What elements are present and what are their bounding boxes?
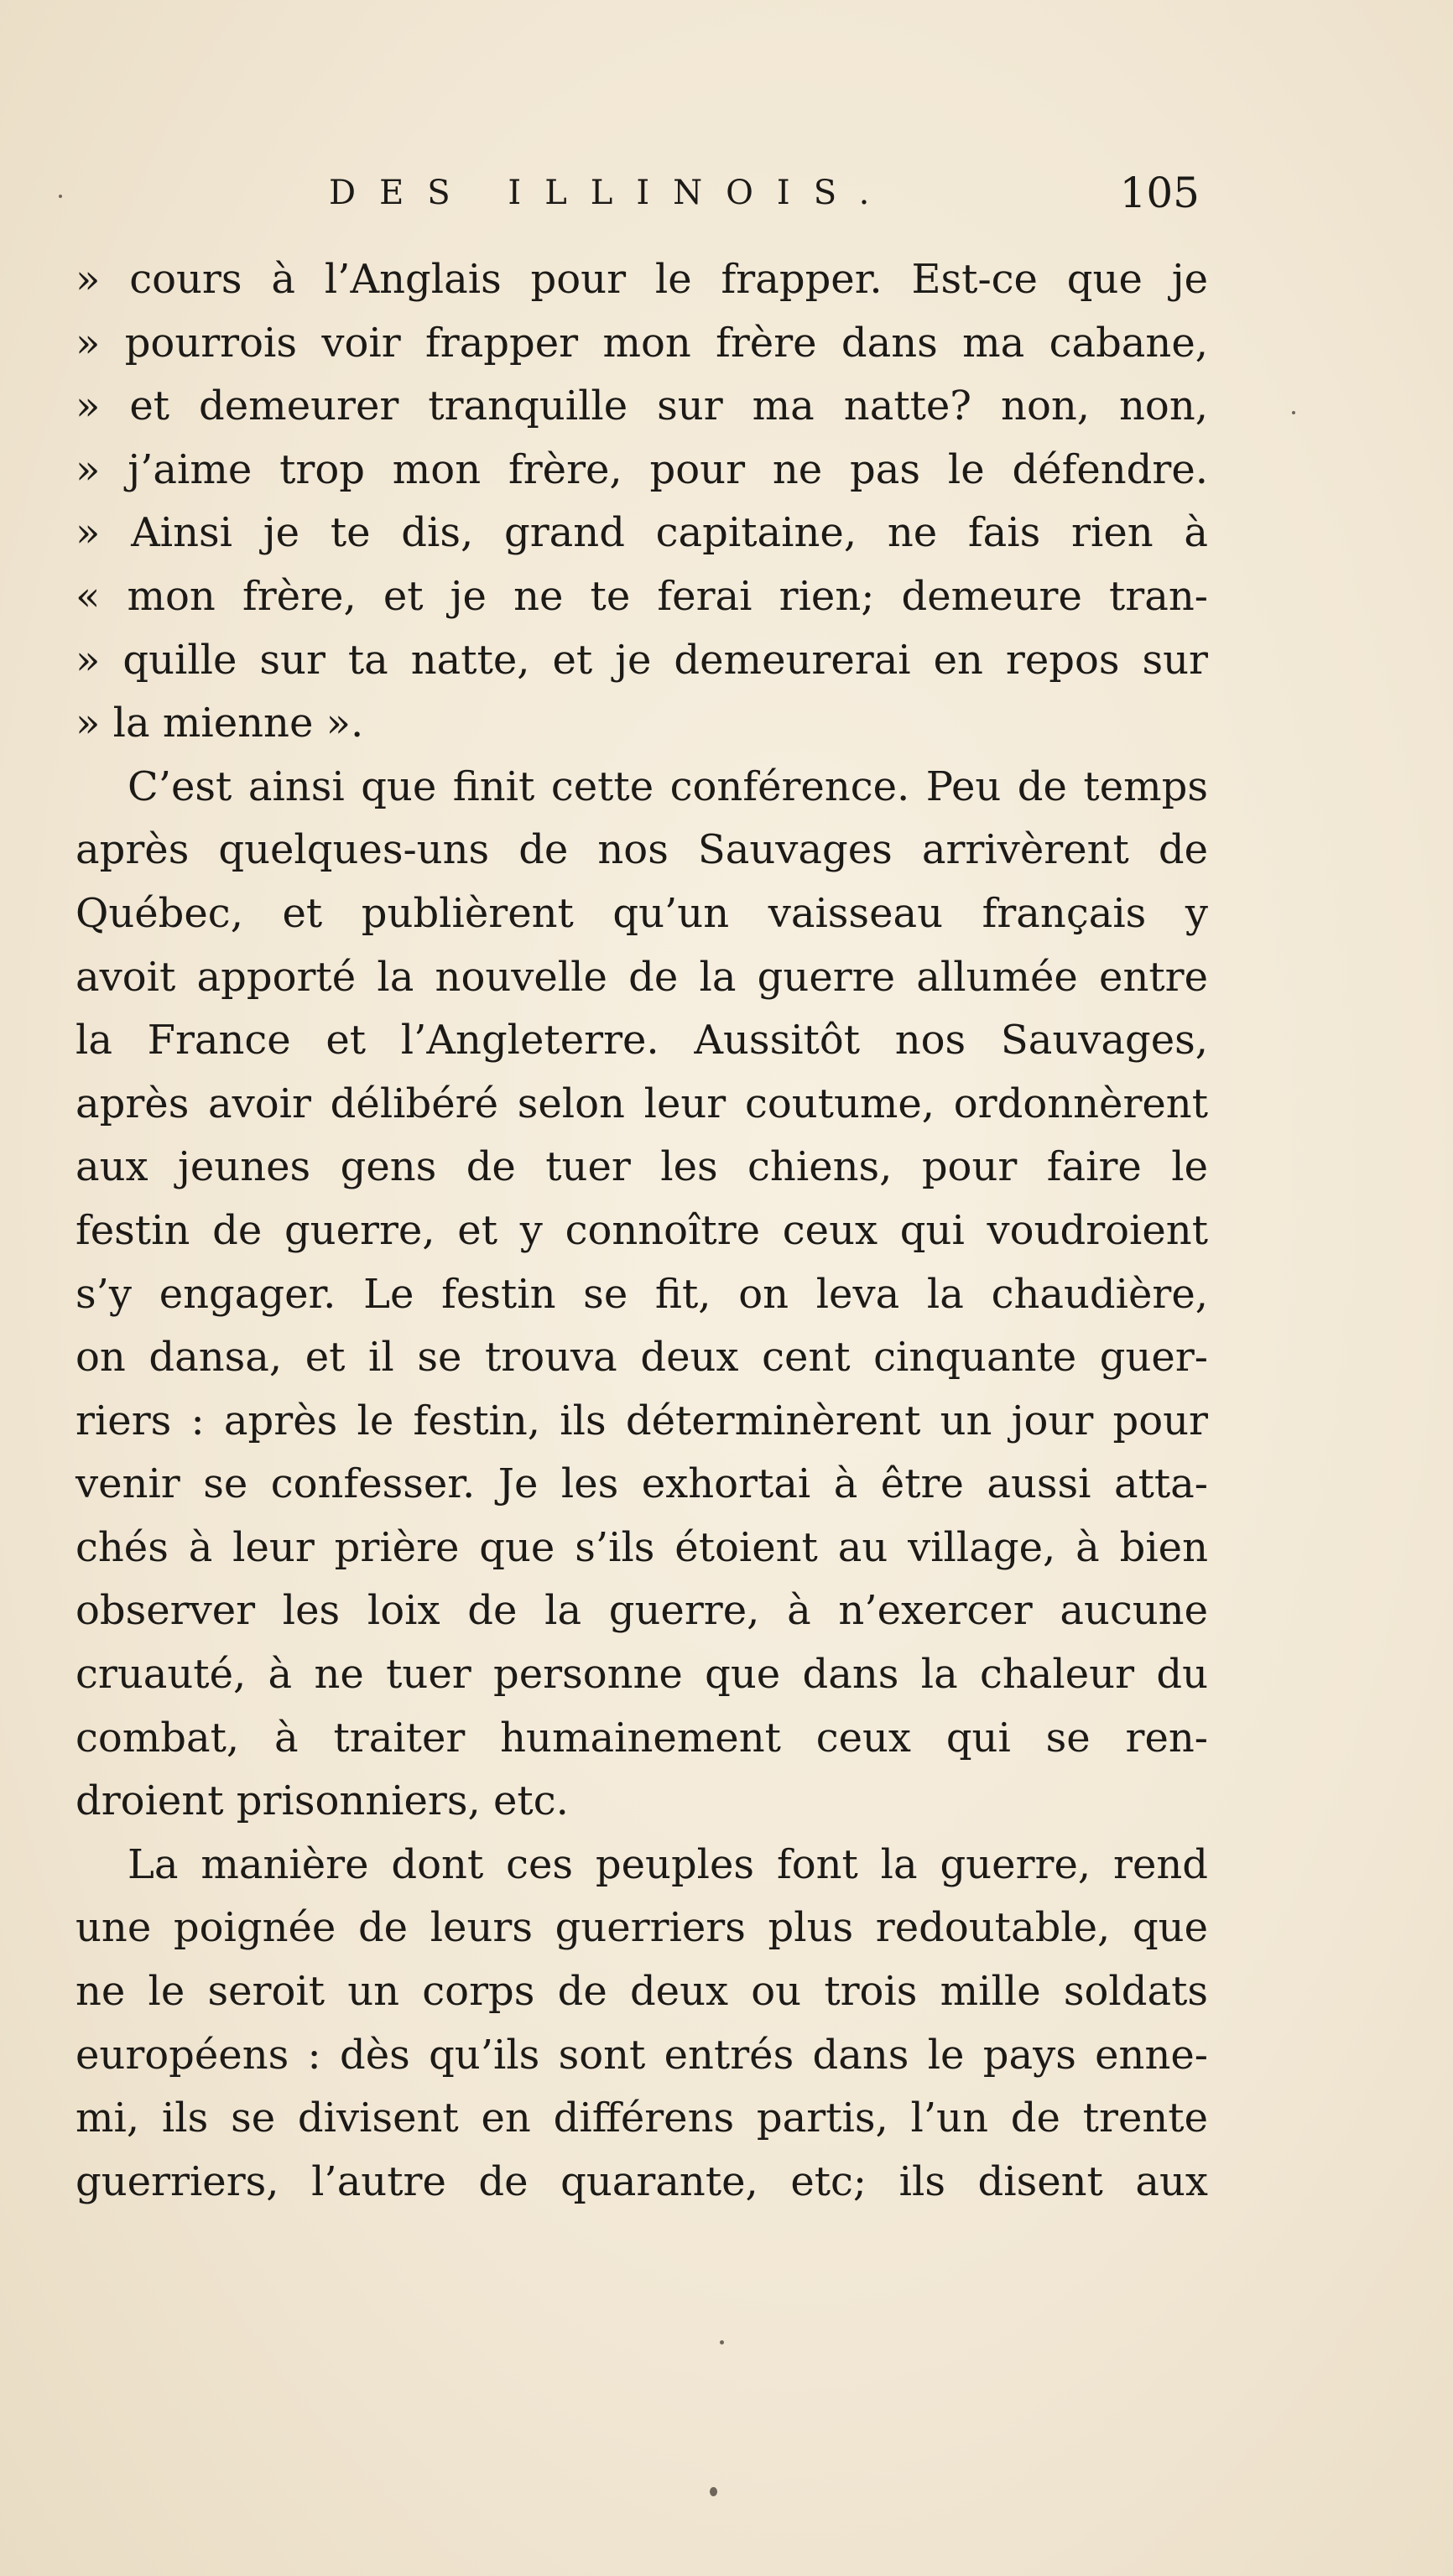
text-line: » Ainsi je te dis, grand capitaine, ne fais rien à — [76, 509, 1208, 557]
page-number: 105 — [1119, 169, 1200, 217]
text-line: venir se confesser. Je les exhortai à être aussi atta- — [76, 1460, 1208, 1508]
text-line: droient prisonniers, etc. — [76, 1777, 569, 1825]
paragraph-start-line: La manière dont ces peuples font la guerre, rend — [128, 1840, 1208, 1888]
text-line: Québec, et publièrent qu’un vaisseau français y — [76, 889, 1208, 937]
paper-speck — [720, 2340, 724, 2344]
text-line: riers : après le festin, ils déterminèrent un jour pour — [76, 1397, 1208, 1444]
text-line: » pourrois voir frapper mon frère dans ma cabane, — [76, 319, 1208, 367]
body-text — [76, 248, 1208, 2214]
text-line: chés à leur prière que s’ils étoient au village, à bien — [76, 1523, 1208, 1571]
text-line: européens : dès qu’ils sont entrés dans le pays enne- — [76, 2031, 1208, 2079]
text-line: une poignée de leurs guerriers plus redoutable, que — [76, 1904, 1208, 1952]
text-line: » cours à l’Anglais pour le frapper. Est-ce que je — [76, 256, 1208, 303]
running-head — [0, 168, 1453, 218]
text-line: guerriers, l’autre de quarante, etc; ils disent aux — [76, 2157, 1208, 2205]
text-line: « mon frère, et je ne te ferai rien; demeure tran- — [76, 572, 1208, 620]
text-line: observer les loix de la guerre, à n’exercer aucune — [76, 1587, 1208, 1635]
text-line: mi, ils se divisent en différens partis, l’un de trente — [76, 2095, 1208, 2142]
paper-speck — [1292, 411, 1295, 414]
paper-speck — [710, 2487, 717, 2496]
text-line: la France et l’Angleterre. Aussitôt nos Sauvages, — [76, 1017, 1208, 1064]
text-line: » j’aime trop mon frère, pour ne pas le défendre. — [76, 445, 1208, 493]
text-line: festin de guerre, et y connoître ceux qui voudroient — [76, 1206, 1208, 1254]
text-line: combat, à traiter humainement ceux qui se ren- — [76, 1714, 1208, 1762]
paragraph-start-line: C’est ainsi que finit cette conférence. Peu de temps — [128, 762, 1208, 810]
text-line: après avoir délibéré selon leur coutume, ordonnèrent — [76, 1080, 1208, 1127]
text-line: cruauté, à ne tuer personne que dans la chaleur du — [76, 1651, 1208, 1699]
text-line: » la mienne ». — [76, 700, 364, 747]
running-title: DES ILLINOIS. — [329, 174, 893, 212]
paper-speck — [59, 195, 62, 198]
text-line: s’y engager. Le festin se fit, on leva la chaudière, — [76, 1270, 1208, 1318]
text-line: après quelques-uns de nos Sauvages arrivèrent de — [76, 826, 1208, 874]
text-line: » quille sur ta natte, et je demeurerai en repos sur — [76, 636, 1208, 684]
text-line: avoit apporté la nouvelle de la guerre allumée entre — [76, 953, 1208, 1001]
text-line: » et demeurer tranquille sur ma natte? non, non, — [76, 382, 1208, 430]
text-line: aux jeunes gens de tuer les chiens, pour faire le — [76, 1143, 1208, 1191]
text-line: on dansa, et il se trouva deux cent cinquante guer- — [76, 1334, 1208, 1382]
text-line: ne le seroit un corps de deux ou trois mille soldats — [76, 1968, 1208, 2016]
